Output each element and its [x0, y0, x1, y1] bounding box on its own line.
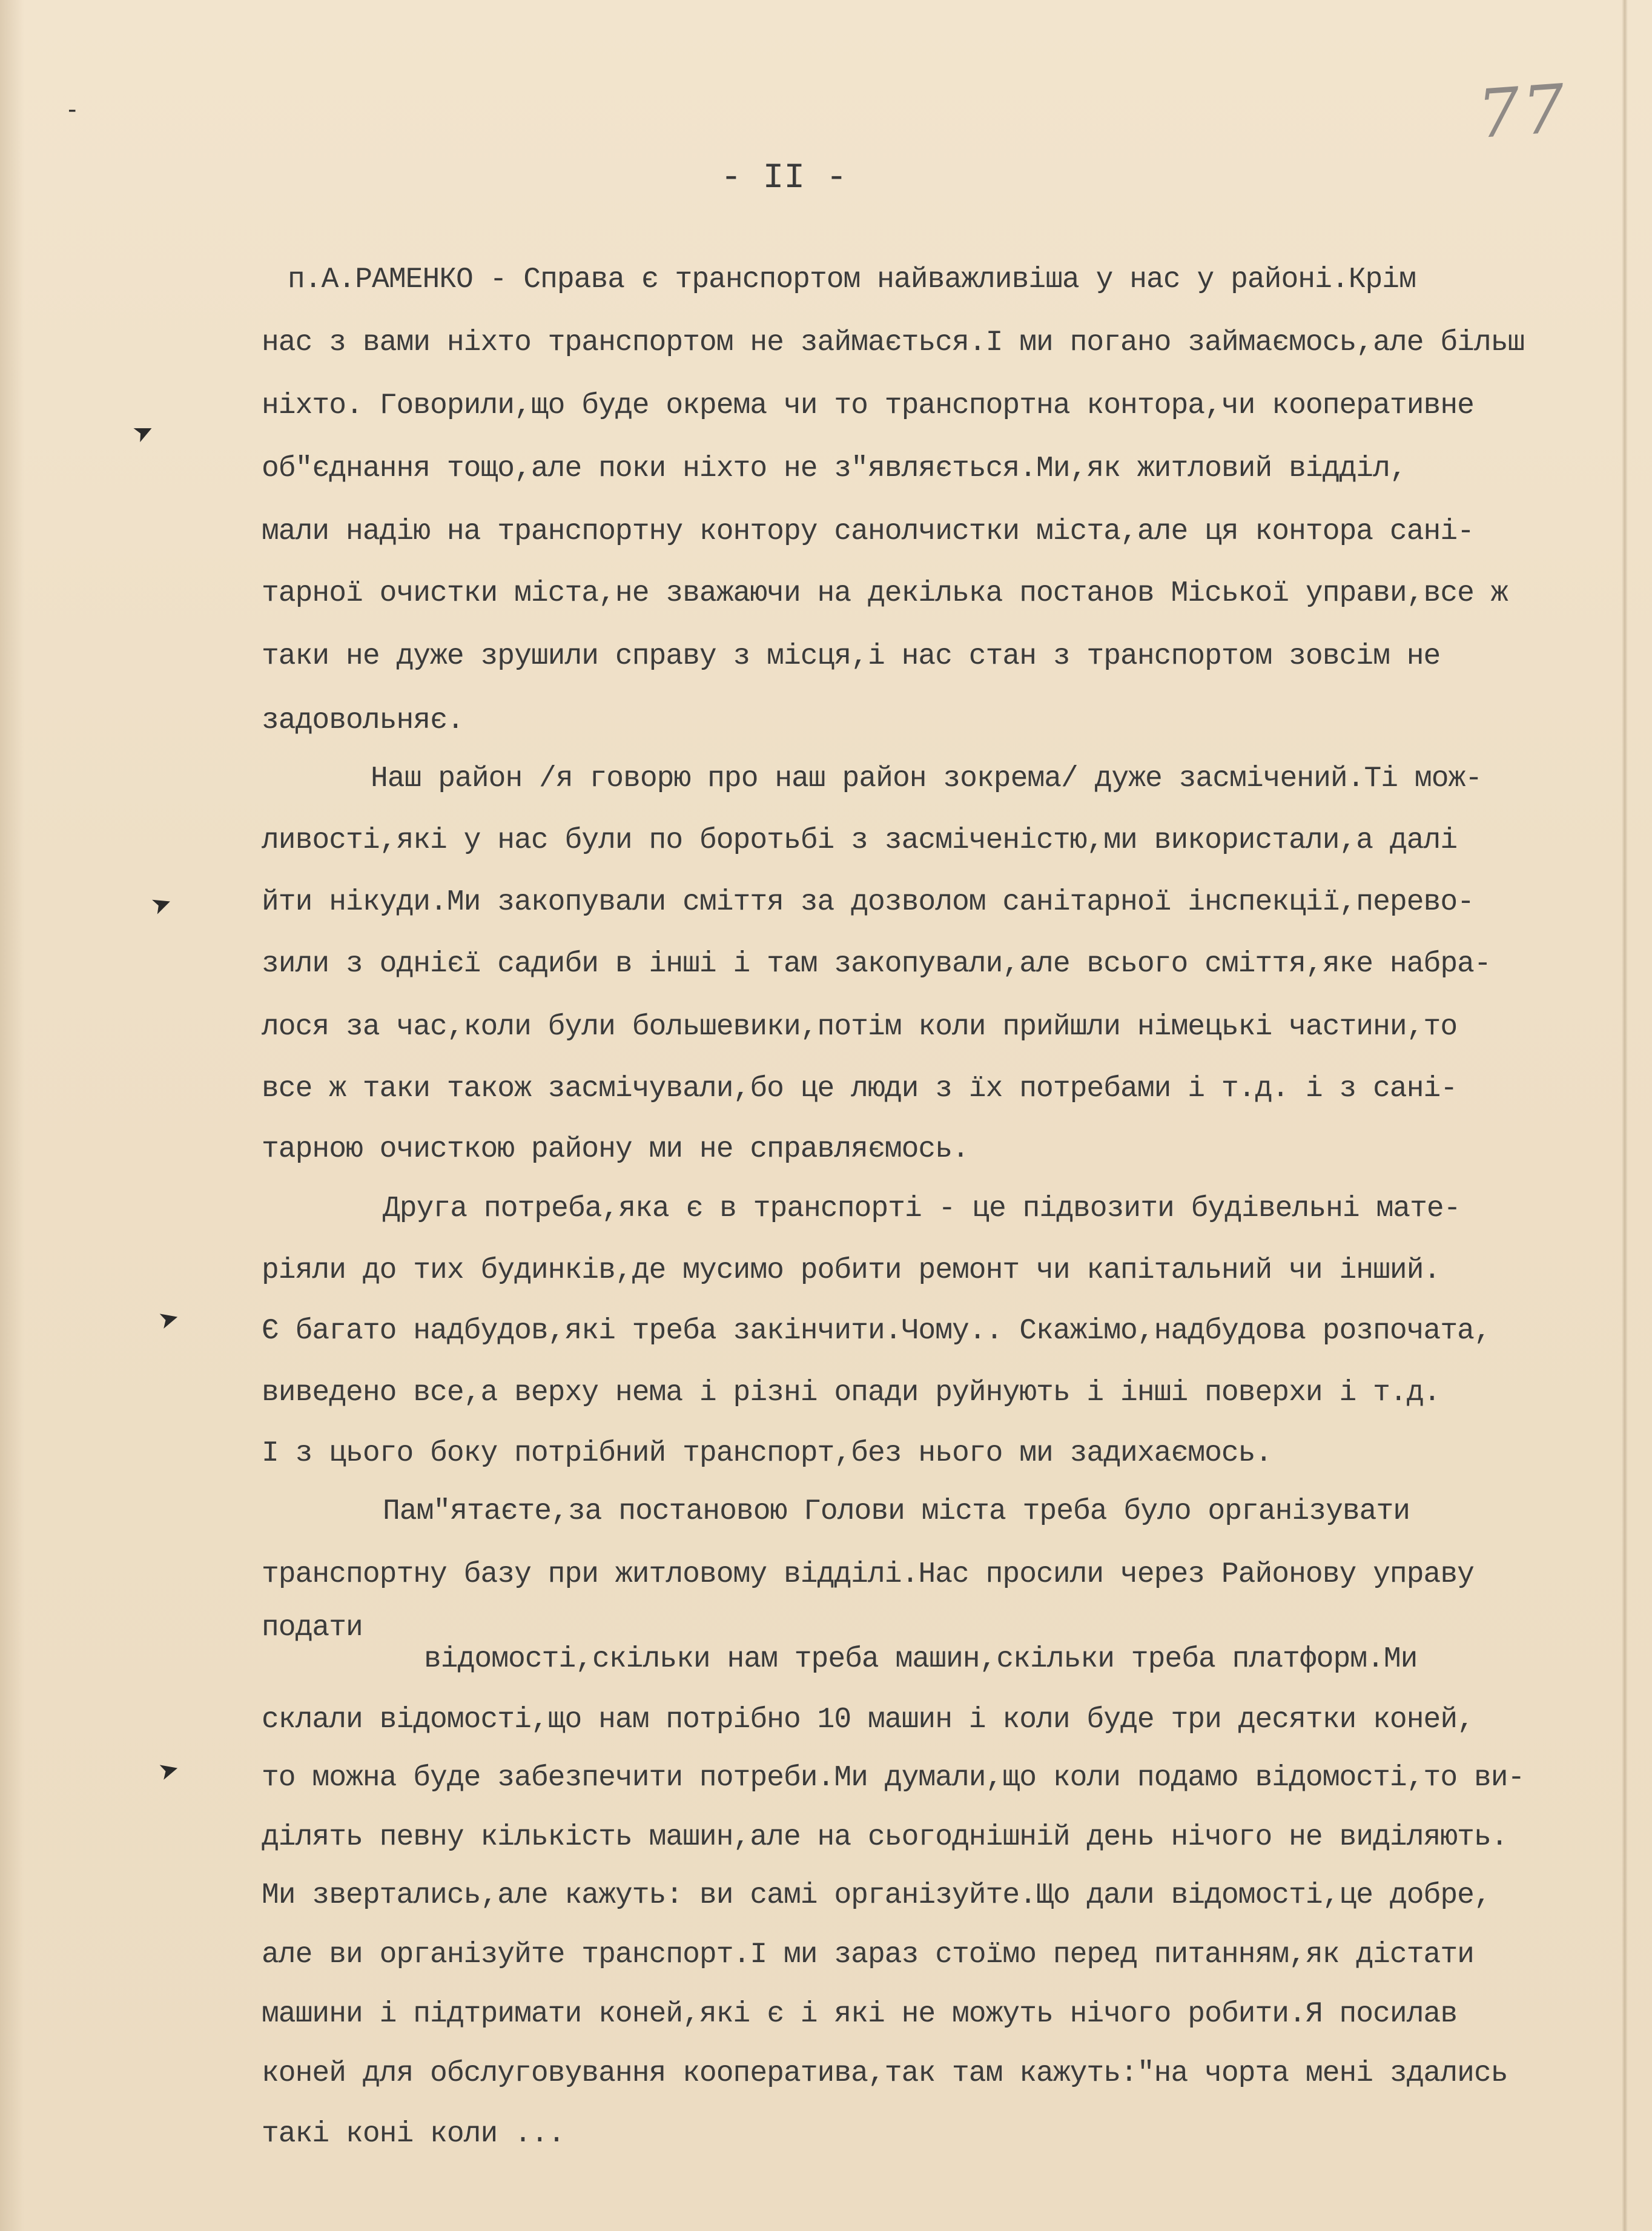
text-line: п.А.РАМЕНКО - Справа є транспортом найважливіша у нас у районі.Крім [288, 263, 1416, 296]
text-line: коней для обслуговування кооператива,так там кажуть:"на чорта мені здались [262, 2057, 1508, 2090]
text-line: ділять певну кількість машин,але на сьогоднішній день нічого не виділяють. [262, 1821, 1508, 1854]
text-line: таки не дуже зрушили справу з місця,і нас стан з транспортом зовсім не [262, 640, 1441, 673]
page-fold-shadow [1622, 0, 1628, 2231]
text-line: такі коні коли ... [262, 2118, 565, 2150]
text-line: подати [262, 1611, 363, 1644]
text-line: Пам"ятаєте,за постановою Голови міста треба було організувати [383, 1495, 1410, 1528]
text-line: нас з вами ніхто транспортом не займається.І ми погано займаємось,але більш [262, 326, 1525, 359]
text-line: зили з однієї садиби в інші і там закопували,але всього сміття,яке набра- [262, 948, 1491, 980]
text-line: все ж таки також засмічували,бо це люди з їх потребами і т.д. і з сані- [262, 1073, 1458, 1105]
margin-arrow-mark: ➤ [155, 1754, 182, 1786]
text-line: але ви організуйте транспорт.І ми зараз стоїмо перед питанням,як дістати [262, 1938, 1474, 1971]
text-line: І з цього боку потрібний транспорт,без нього ми задихаємось. [262, 1437, 1272, 1470]
text-line: ніхто. Говорили,що буде окрема чи то транспортна контора,чи кооперативне [262, 389, 1474, 422]
text-line: виведено все,а верху нема і різні опади руйнують і інші поверхи і т.д. [262, 1377, 1441, 1409]
text-line: задовольняє. [262, 704, 464, 737]
folio-number: 77 [1475, 69, 1570, 154]
text-line: мали надію на транспортну контору санолчистки міста,але ця контора сані- [262, 515, 1474, 548]
margin-arrow-mark: ➤ [155, 1303, 182, 1335]
text-line: тарної очистки міста,не зважаючи на декілька постанов Міської управи,все ж [262, 577, 1508, 610]
text-line: склали відомості,що нам потрібно 10 машин і коли буде три десятки коней, [262, 1704, 1474, 1736]
page-number: - II - [721, 159, 847, 198]
text-line: Є багато надбудов,які треба закінчити.Чому.. Скажімо,надбудова розпочата, [262, 1315, 1491, 1347]
margin-dash: - [68, 96, 77, 124]
text-line: Наш район /я говорю про наш район зокрема/ дуже засмічений.Ті мож- [371, 762, 1482, 795]
text-line: лося за час,коли були большевики,потім коли прийшли німецькі частини,то [262, 1011, 1458, 1043]
text-line: Друга потреба,яка є в транспорті - це підвозити будівельні мате- [383, 1192, 1461, 1225]
text-line: то можна буде забезпечити потреби.Ми думали,що коли подамо відомості,то ви- [262, 1762, 1525, 1794]
text-line: ріяли до тих будинків,де мусимо робити ремонт чи капітальний чи інший. [262, 1254, 1441, 1287]
text-line: транспортну базу при житловому відділі.Нас просили через Районову управу [262, 1558, 1474, 1591]
text-line: йти нікуди.Ми закопували сміття за дозволом санітарної інспекції,перево- [262, 886, 1474, 919]
page-left-edge [0, 0, 24, 2231]
text-line: відомості,скільки нам треба машин,скільки треба платформ.Ми [424, 1643, 1418, 1676]
text-line: тарною очисткою району ми не справляємось. [262, 1133, 969, 1166]
text-line: машини і підтримати коней,які є і які не можуть нічого робити.Я посилав [262, 1998, 1458, 2031]
margin-arrow-mark: ➤ [147, 887, 176, 921]
text-line: об"єднання тощо,але поки ніхто не з"являється.Ми,як житловий відділ, [262, 452, 1407, 485]
text-line: ливості,які у нас були по боротьбі з засміченістю,ми використали,а далі [262, 824, 1458, 857]
text-line: Ми звертались,але кажуть: ви самі організуйте.Що дали відомості,це добре, [262, 1879, 1491, 1912]
margin-arrow-mark: ➤ [128, 415, 159, 449]
